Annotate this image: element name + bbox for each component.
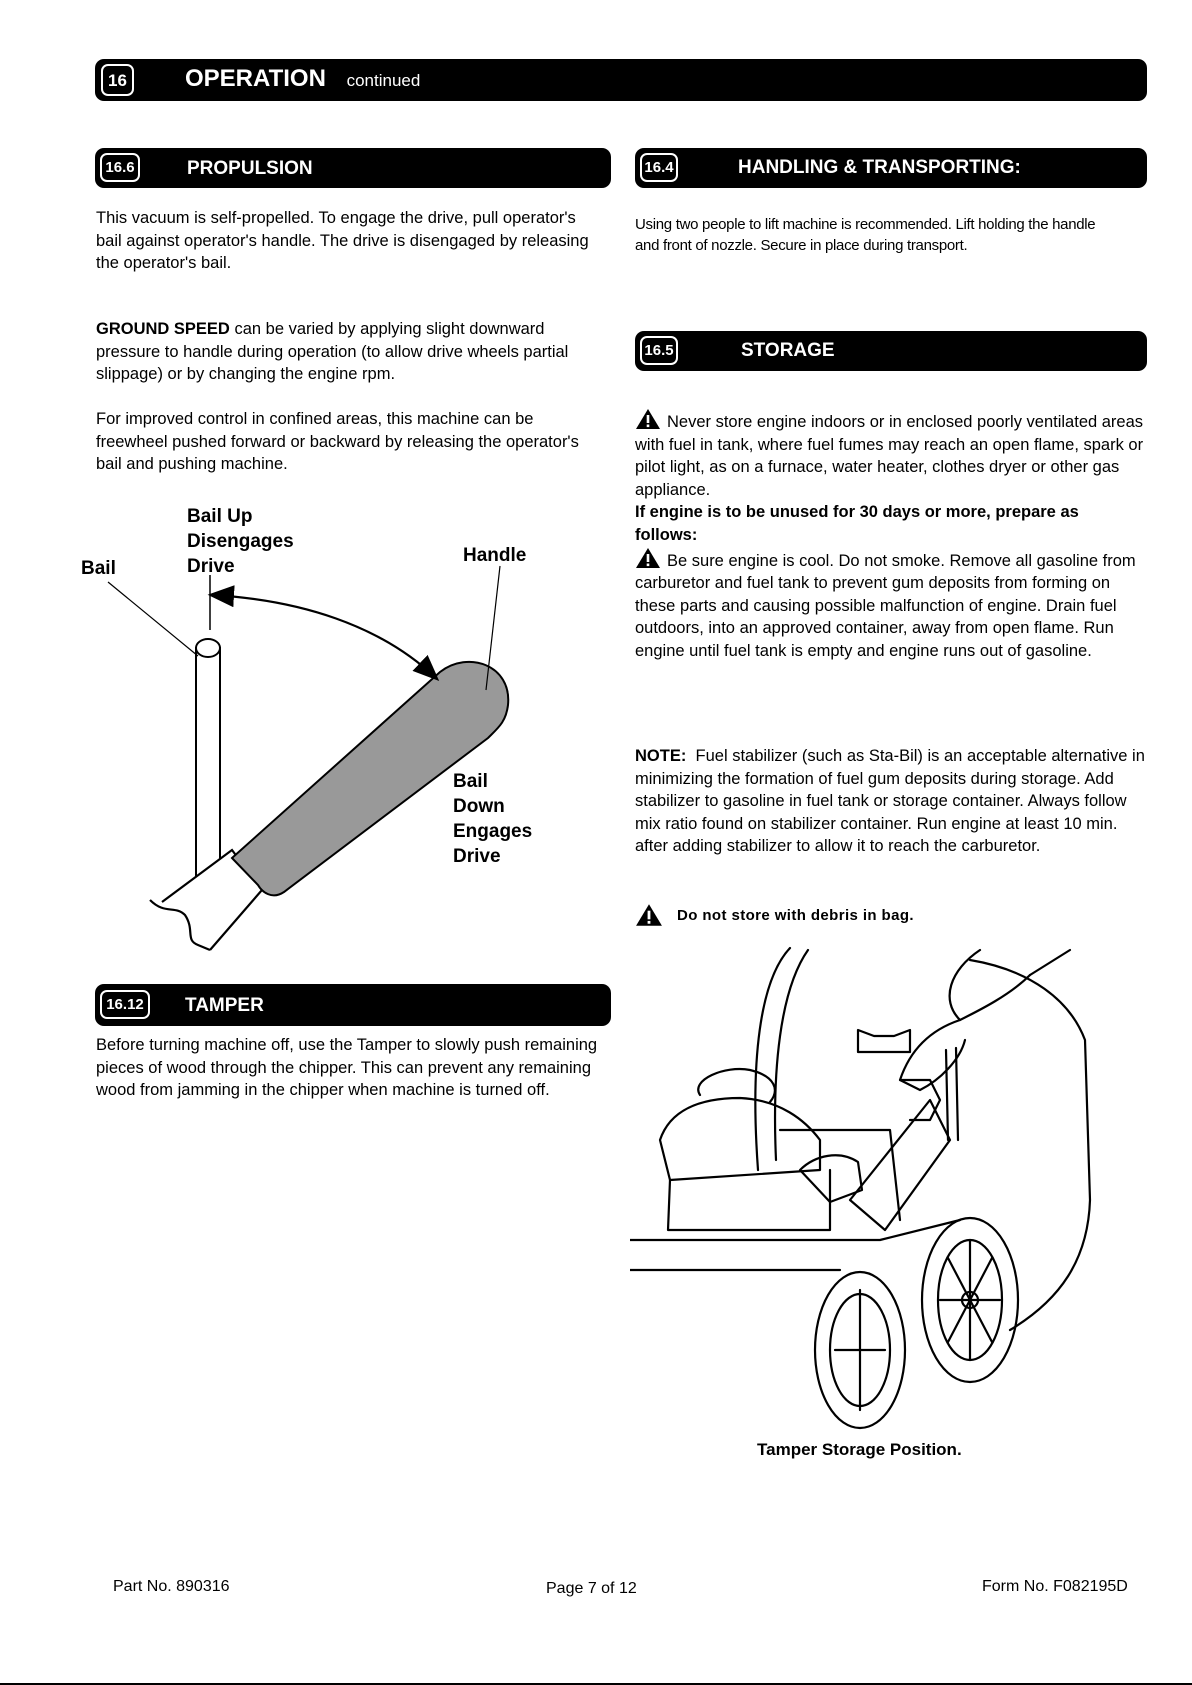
bail-down-label: [453, 769, 532, 869]
unused-engine-heading: If engine is to be unused for 30 days or more, prepare as follows:: [635, 503, 1079, 544]
bail-pointer: [108, 582, 198, 656]
section-title: TAMPER: [185, 995, 264, 1016]
debris-warning: [635, 903, 914, 927]
bail-down-line-2: Down: [453, 796, 505, 817]
tamper-storage-illustration: [630, 940, 1150, 1430]
handling-text: Using two people to lift machine is recommended. Lift holding the handle and front of nozzle. Secure in place during transport.: [635, 216, 1096, 254]
section-title: STORAGE: [741, 340, 835, 361]
bail-down-line-3: Engages: [453, 821, 533, 842]
warning-icon: [635, 547, 661, 569]
storage-note: [635, 745, 1150, 858]
footer-part-no: Part No. 890316: [113, 1578, 230, 1595]
header-number: 16: [108, 70, 127, 90]
storage-warning-1: [635, 408, 1145, 663]
tamper-text: Before turning machine off, use the Tamper to slowly push remaining pieces of wood through the chipper. This can prevent any remaining wood from jamming in the chipper when machine is turned off.: [96, 1036, 598, 1100]
propulsion-text: This vacuum is self-propelled. To engage the drive, pull operator's bail against operator's handle. The drive is disengaged by releasing the operator's bail.: [96, 209, 589, 273]
note-text: Fuel stabilizer (such as Sta-Bil) is an acceptable alternative in minimizing the formation of fuel gum deposits during storage. Add stabilizer to gasoline in fuel tank or storage container. Always follow mix ratio found on stabilizer container. Run engine at least 10 min. after adding stabilizer to allow it to reach the carburetor.: [635, 747, 1145, 856]
section-number: 16.5: [644, 342, 674, 359]
bail-label: Bail: [81, 558, 116, 579]
tamper-paragraph: [96, 1034, 621, 1102]
bail-up-line-1: Bail Up: [187, 506, 253, 527]
page-title-text: OPERATION: [185, 65, 326, 92]
bail-rod: [196, 648, 220, 880]
note-label: NOTE:: [635, 747, 687, 765]
bail-down-line-1: Bail: [453, 771, 488, 792]
section-number: 16.4: [644, 159, 674, 176]
section-header-handling: [635, 148, 1147, 188]
section-number-badge: [100, 990, 150, 1019]
ground-speed-text: can be varied by applying slight downward pressure to handle during operation (to allow drive wheels partial slippage) or by changing the engine rpm.: [96, 320, 569, 384]
bail-up-line-2: Disengages: [187, 531, 294, 552]
section-number-badge: [640, 153, 678, 182]
section-header-tamper: [95, 984, 611, 1026]
section-number: 16.6: [105, 159, 135, 176]
section-title: PROPULSION: [187, 158, 313, 179]
motion-arc-arrow: [212, 595, 436, 678]
bail-up-label: [187, 504, 294, 579]
storage-warning-1-text: Never store engine indoors or in enclosed poorly ventilated areas with fuel in tank, where fuel fumes may reach an open flame, spark or pilot light, as on a furnace, water heater, clothes dryer or other gas appliance.: [635, 413, 1144, 499]
ground-speed-label: GROUND SPEED: [96, 320, 230, 338]
storage-warning-2-text: Be sure engine is cool. Do not smoke. Remove all gasoline from carburetor and fuel tank to prevent gum deposits from forming on these parts and causing possible malfunction of engine. Drain fuel outdoors, into an approved container, away from open flame. Run engine until fuel tank is empty and engine runs out of gasoline.: [635, 551, 1136, 660]
bail-rod-top: [196, 639, 220, 657]
section-header-storage: [635, 331, 1147, 371]
footer-page-number: Page 7 of 12: [546, 1580, 637, 1597]
debris-warning-text: Do not store with debris in bag.: [677, 906, 914, 924]
handling-paragraph: [635, 214, 1115, 256]
figure-caption: Tamper Storage Position.: [757, 1440, 962, 1459]
section-number: 16.12: [106, 996, 144, 1013]
bail-down-line-4: Drive: [453, 846, 501, 867]
handle-label: Handle: [463, 545, 527, 566]
section-title: HANDLING & TRANSPORTING:: [738, 157, 1021, 178]
warning-icon: [635, 408, 661, 430]
warning-icon: [635, 903, 663, 927]
bail-up-line-3: Drive: [187, 556, 235, 577]
footer-form-no: Form No. F082195D: [982, 1578, 1128, 1595]
freewheel-text: For improved control in confined areas, this machine can be freewheel pushed forward or backward by releasing the operator's bail and pushing machine.: [96, 410, 579, 474]
page-subtitle: continued: [346, 71, 421, 90]
section-number-badge: [640, 336, 678, 365]
